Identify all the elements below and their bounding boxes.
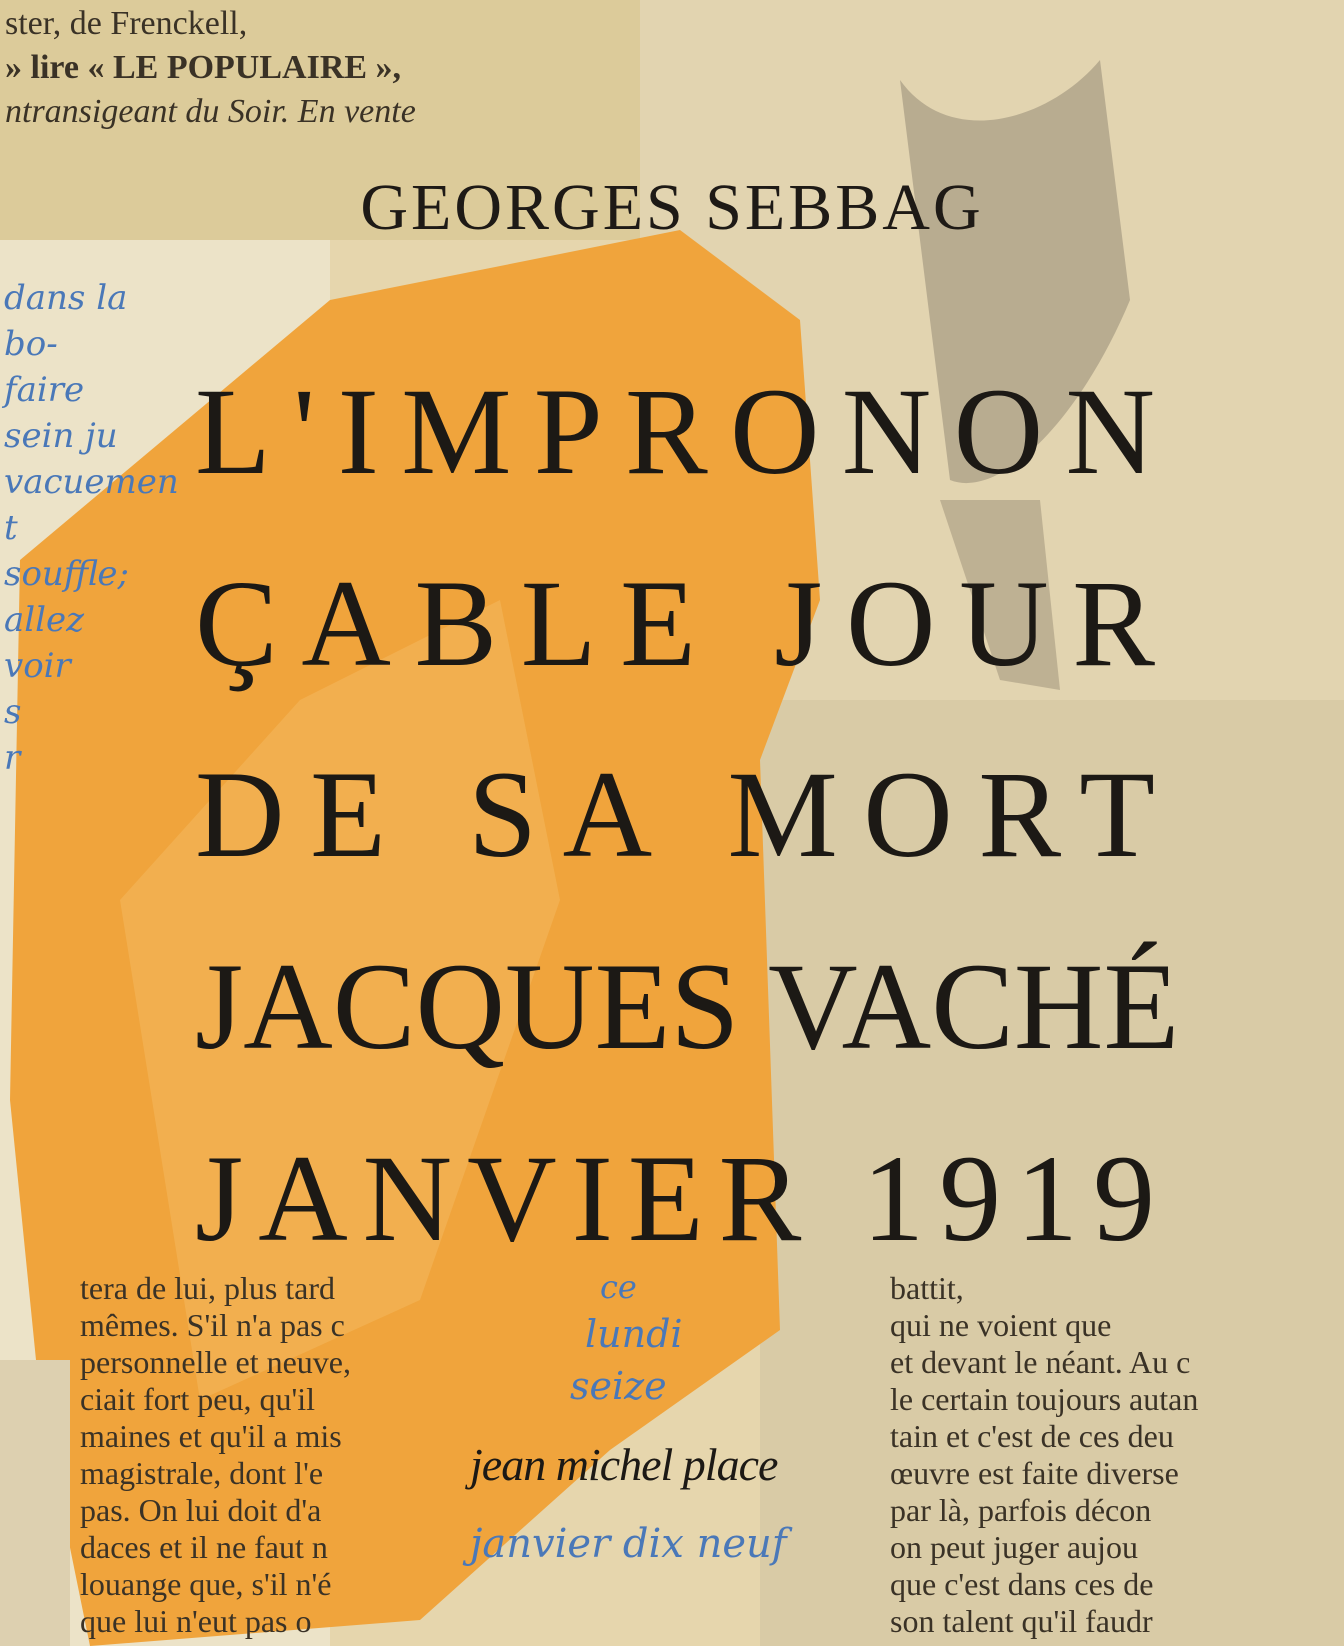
clipping-line: ntransigeant du Soir. En vente [5,93,416,130]
clipping-line: battit, [890,1270,964,1306]
handwriting-line: s [4,692,22,732]
handwriting-line: faire [4,370,85,410]
clipping-line: personnelle et neuve, [80,1344,351,1380]
handwriting-line: dans la bo- [4,278,128,364]
clipping-line: ciait fort peu, qu'il [80,1381,316,1417]
clipping-line: son talent qu'il faudr [890,1603,1153,1639]
handwriting-janvier: janvier dix neuf [470,1521,787,1567]
clipping-line: tain et c'est de ces deu [890,1418,1174,1454]
handwriting-line: souffle; [4,554,129,594]
title-text: JACQUES VACHÉ [195,938,1180,1075]
title-line-5 [195,1130,1170,1267]
clipping-line: maines et qu'il a mis [80,1418,342,1454]
top-newspaper-clipping [5,2,416,134]
title-line-4 [195,938,1180,1075]
clipping-line: daces et il ne faut n [80,1529,328,1565]
publisher-logo: jean michel place [470,1439,778,1490]
clipping-line: que lui n'eut pas o [80,1603,312,1639]
title-text: ÇABLE JOUR [195,555,1179,692]
clipping-line: » lire « LE POPULAIRE », [5,49,402,86]
clipping-line: que c'est dans ces de [890,1566,1154,1602]
clipping-line: ster, de Frenckell, [5,5,248,42]
author-name: GEORGES SEBBAG [360,171,984,244]
title-line-3 [195,746,1181,883]
handwriting-line: voir [4,646,71,686]
clipping-line: par là, parfois décon [890,1492,1152,1528]
handwriting-line: vacuement [4,462,179,548]
clipping-line: le certain toujours autan [890,1381,1199,1417]
left-handwriting [4,275,186,781]
right-newspaper-clipping-continued [80,1270,351,1640]
handwriting-line: sein ju [4,416,118,456]
clipping-line: qui ne voient que [890,1307,1112,1343]
clipping-line: on peut juger aujou [890,1529,1138,1565]
title-line-2 [195,555,1179,692]
clipping-line: magistrale, dont l'e [80,1455,324,1491]
handwriting-line: r [4,738,21,778]
clipping-line: mêmes. S'il n'a pas c [80,1307,345,1343]
handwriting-lundi: lundi [585,1312,683,1356]
right-newspaper-clipping [890,1270,1198,1640]
clipping-line: pas. On lui doit d'a [80,1492,322,1528]
title-line-1 [195,363,1178,500]
clipping-line: tera de lui, plus tard [80,1270,336,1306]
handwriting-ce: ce [600,1268,637,1306]
title-text: JANVIER 1919 [195,1130,1170,1267]
clipping-line: louange que, s'il n'é [80,1566,332,1602]
clipping-line: et devant le néant. Au c [890,1344,1191,1380]
clipping-line: œuvre est faite diverse [890,1455,1179,1491]
handwriting-seize: seize [570,1364,667,1408]
title-text: L'IMPRONON [195,363,1178,500]
title-text: DE SA MORT [195,746,1181,883]
handwriting-line: allez [4,600,85,640]
